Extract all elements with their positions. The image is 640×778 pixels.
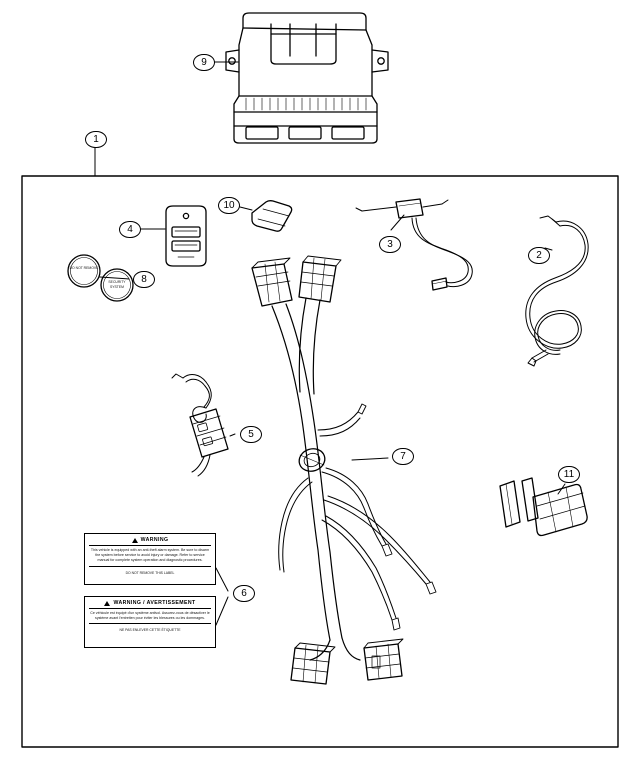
outer-assembly-box [22,176,618,747]
callout-5[interactable]: 5 [240,426,262,443]
callout-3[interactable]: 3 [379,236,401,253]
warning-triangle-icon [132,538,138,543]
callout-11[interactable]: 11 [558,466,580,483]
warning-triangle-icon-2 [104,601,110,606]
warning-label-french [84,596,216,648]
callout-10[interactable]: 10 [218,197,240,214]
decal-round-right-text: SECURITY SYSTEM [108,280,126,289]
callout-8[interactable]: 8 [133,271,155,288]
warning-label-2-footer: NE PAS ENLEVER CETTE ÉTIQUETTE [119,628,181,633]
decal-round-left-text: DO NOT REMOVE [69,266,99,270]
warning-label-footer: DO NOT REMOVE THIS LABEL [125,570,175,575]
label-2-divider-2 [89,623,211,624]
warning-label-heading-row [85,534,215,543]
warning-label-english [84,533,216,585]
label-divider [89,545,211,546]
label-divider-2 [89,566,211,567]
warning-label-2-body: Ce véhicule est équipé d'un système antivol. Assurez-vous de désactiver le système avant l'entretien pour éviter les blessures ou les dommages. [90,611,210,621]
callout-6[interactable]: 6 [233,585,255,602]
warning-label-body: This vehicle is equipped with an anti-theft alarm system. Be sure to disarm the system before service to avoid injury or damage. Refer to service manual for complete system operation and diagnostic procedures. [90,548,210,563]
callout-2[interactable]: 2 [528,247,550,264]
callout-4[interactable]: 4 [119,221,141,238]
warning-label-2-heading: WARNING / AVERTISSEMENT [113,600,196,606]
callout-9[interactable]: 9 [193,54,215,71]
callout-1[interactable]: 1 [85,131,107,148]
label-2-divider [89,608,211,609]
callout-7[interactable]: 7 [392,448,414,465]
warning-label-heading: WARNING [140,537,169,543]
control-module [226,13,388,143]
warning-label-2-heading-row [85,597,215,606]
